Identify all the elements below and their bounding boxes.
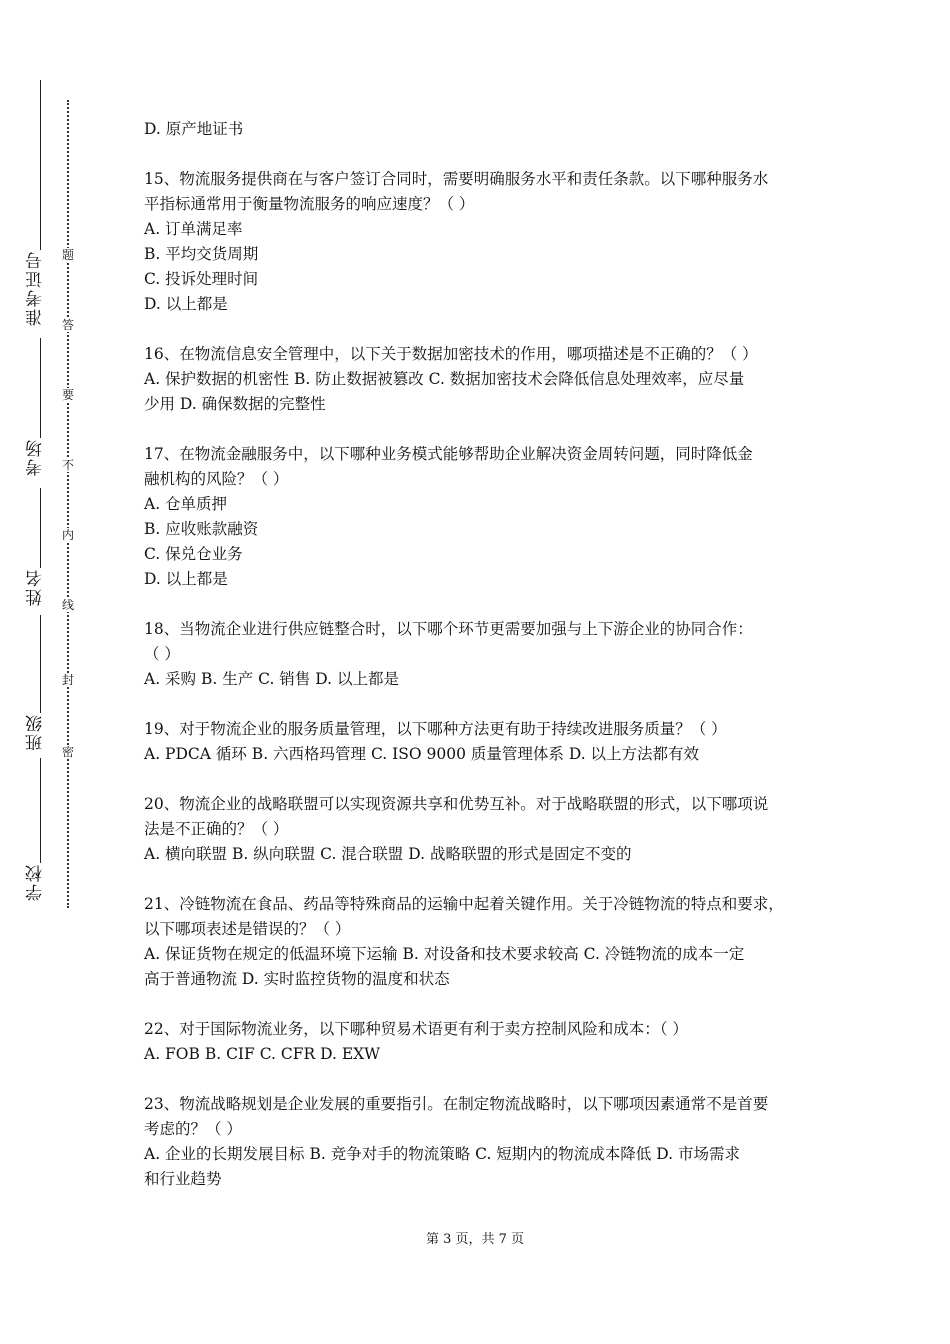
- question-stem: （ ）: [144, 645, 180, 663]
- seal-char: 内: [58, 528, 78, 542]
- option: B. 平均交货周期: [144, 245, 259, 263]
- question-23: [144, 1092, 816, 1192]
- field-label-class: 班级: [26, 713, 46, 751]
- seal-char: 不: [58, 458, 78, 472]
- seal-text: [58, 100, 78, 908]
- question-20: [144, 792, 816, 867]
- seal-char: 要: [58, 388, 78, 402]
- field-label-exam-number: 准考证号: [26, 250, 46, 326]
- option-line: A. 横向联盟 B. 纵向联盟 C. 混合联盟 D. 战略联盟的形式是固定不变的: [144, 845, 632, 863]
- option-line: A. 采购 B. 生产 C. 销售 D. 以上都是: [144, 670, 399, 688]
- option-line: A. 保护数据的机密性 B. 防止数据被篡改 C. 数据加密技术会降低信息处理效率，应尽量: [144, 370, 745, 388]
- question-stem: 16、在物流信息安全管理中，以下关于数据加密技术的作用，哪项描述是不正确的？（ ）: [144, 345, 758, 363]
- question-stem: 17、在物流金融服务中，以下哪种业务模式能够帮助企业解决资金周转问题，同时降低金: [144, 445, 753, 463]
- option-line: 高于普通物流 D. 实时监控货物的温度和状态: [144, 970, 450, 988]
- option-line: A. FOB B. CIF C. CFR D. EXW: [144, 1045, 381, 1063]
- question-stem: 平指标通常用于衡量物流服务的响应速度？（ ）: [144, 195, 475, 213]
- option-line: 少用 D. 确保数据的完整性: [144, 395, 326, 413]
- question-stem: 21、冷链物流在食品、药品等特殊商品的运输中起着关键作用。关于冷链物流的特点和要求，: [144, 895, 784, 913]
- option: B. 应收账款融资: [144, 520, 259, 538]
- question-21: [144, 892, 816, 992]
- question-15: [144, 167, 816, 317]
- field-label-exam-room: 考场: [26, 438, 46, 476]
- question-stem: 15、物流服务提供商在与客户签订合同时，需要明确服务水平和责任条款。以下哪种服务水: [144, 170, 769, 188]
- question-stem: 融机构的风险？（ ）: [144, 470, 289, 488]
- question-stem: 23、物流战略规划是企业发展的重要指引。在制定物流战略时，以下哪项因素通常不是首要: [144, 1095, 769, 1113]
- question-17: [144, 442, 816, 592]
- option-line: A. 企业的长期发展目标 B. 竞争对手的物流策略 C. 短期内的物流成本降低 D. 市场需求: [144, 1145, 740, 1163]
- question-16: [144, 342, 816, 417]
- option-line: A. 保证货物在规定的低温环境下运输 B. 对设备和技术要求较高 C. 冷链物流的成本一定: [144, 945, 745, 963]
- field-exam-number: [18, 80, 54, 326]
- question-stem: 22、对于国际物流业务，以下哪种贸易术语更有利于卖方控制风险和成本：（ ）: [144, 1020, 688, 1038]
- seal-char: 答: [58, 318, 78, 332]
- field-label-name: 姓名: [26, 568, 46, 606]
- seal-char: 密: [58, 745, 78, 759]
- question-list: [144, 117, 816, 1192]
- seal-char: 题: [58, 248, 78, 262]
- question-stem: 19、对于物流企业的服务质量管理，以下哪种方法更有助于持续改进服务质量？（ ）: [144, 720, 727, 738]
- field-name: [18, 488, 54, 606]
- question-19: [144, 717, 816, 767]
- question-22: [144, 1017, 816, 1067]
- question-18: [144, 617, 816, 692]
- field-label-school: 学校: [26, 863, 46, 901]
- option: D. 以上都是: [144, 570, 228, 588]
- option: D. 以上都是: [144, 295, 228, 313]
- binding-margin: [18, 80, 54, 940]
- question-stem: 法是不正确的？（ ）: [144, 820, 289, 838]
- question-stem: 20、物流企业的战略联盟可以实现资源共享和优势互补。对于战略联盟的形式，以下哪项说: [144, 795, 769, 813]
- previous-option: D. 原产地证书: [144, 120, 244, 138]
- seal-char: 封: [58, 673, 78, 687]
- option: C. 保兑仓业务: [144, 545, 243, 563]
- field-class: [18, 615, 54, 751]
- field-exam-room: [18, 338, 54, 476]
- option: A. 仓单质押: [144, 495, 228, 513]
- option-line: A. PDCA 循环 B. 六西格玛管理 C. ISO 9000 质量管理体系 D. 以上方法都有效: [144, 745, 700, 763]
- option: C. 投诉处理时间: [144, 270, 259, 288]
- option: A. 订单满足率: [144, 220, 243, 238]
- question-stem: 18、当物流企业进行供应链整合时，以下哪个环节更需要加强与上下游企业的协同合作：: [144, 620, 753, 638]
- seal-char: 线: [58, 598, 78, 612]
- option-line: 和行业趋势: [144, 1170, 222, 1188]
- question-stem: 考虑的？（ ）: [144, 1120, 242, 1138]
- question-stem: 以下哪项表述是错误的？（ ）: [144, 920, 351, 938]
- page-number: 第 3 页，共 7 页: [425, 1232, 525, 1247]
- field-school: [18, 758, 54, 901]
